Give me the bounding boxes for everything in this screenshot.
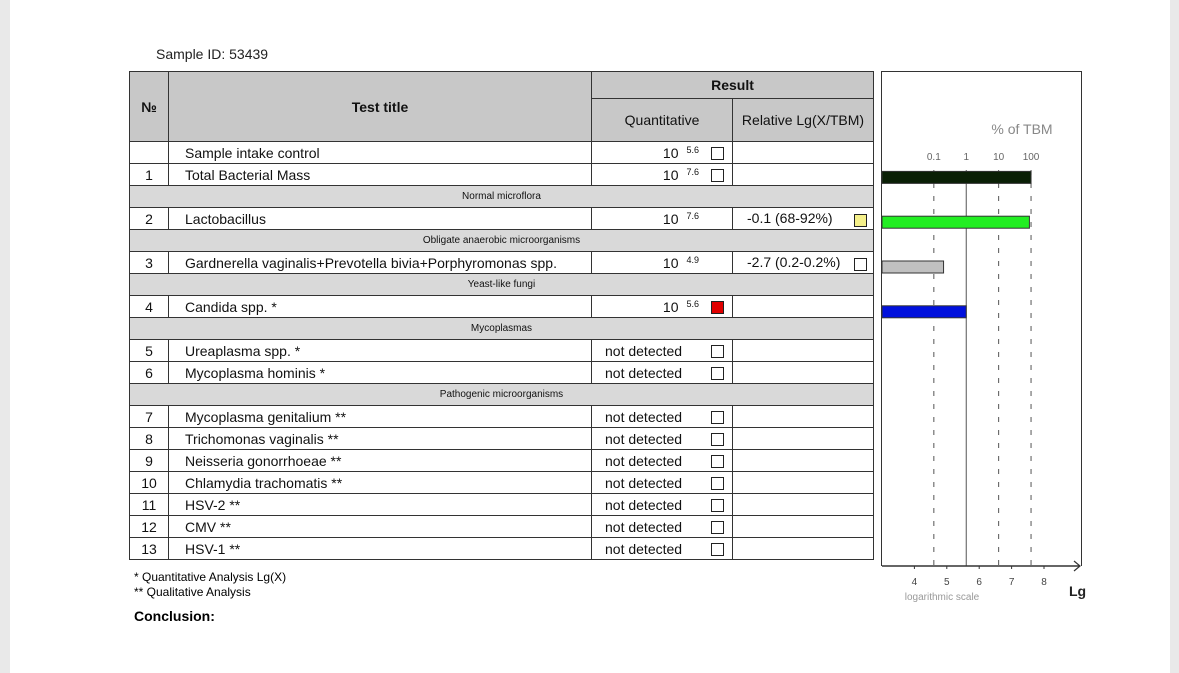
test-title: Total Bacterial Mass — [169, 164, 592, 186]
marker-box — [711, 433, 724, 446]
relative-cell — [733, 208, 874, 230]
quantitative-cell — [592, 208, 733, 230]
bar-lactobacillus — [882, 216, 1029, 228]
result-text: not detected — [605, 430, 683, 447]
header-result: Result — [592, 72, 874, 99]
relative-cell — [733, 450, 874, 472]
result-text: not detected — [605, 452, 683, 469]
marker-box — [711, 147, 724, 160]
table-row — [130, 164, 874, 186]
marker-box — [711, 367, 724, 380]
results-table — [129, 71, 874, 560]
bar-candida — [882, 306, 966, 318]
quantitative-cell — [592, 406, 733, 428]
relative-cell — [733, 142, 874, 164]
relative-cell — [733, 296, 874, 318]
tbm-chart — [881, 71, 1087, 603]
row-number: 11 — [130, 494, 169, 516]
relative-cell — [733, 164, 874, 186]
table-row — [130, 472, 874, 494]
marker-box — [711, 301, 724, 314]
result-text: not detected — [605, 518, 683, 535]
relative-cell — [733, 340, 874, 362]
row-number — [130, 142, 169, 164]
relative-cell — [733, 516, 874, 538]
row-number: 6 — [130, 362, 169, 384]
test-title: Gardnerella vaginalis+Prevotella bivia+Porphyromonas spp. — [169, 252, 592, 274]
x-tick-label: 7 — [1008, 577, 1015, 588]
marker-box — [711, 543, 724, 556]
x-tick-label: 4 — [911, 577, 918, 588]
value-base: 10 — [662, 254, 679, 271]
header-relative: Relative Lg(X/TBM) — [733, 99, 874, 142]
bar-total — [882, 171, 1031, 183]
marker-box — [711, 477, 724, 490]
result-text: not detected — [605, 408, 683, 425]
footnote-quantitative: * Quantitative Analysis Lg(X) — [134, 570, 287, 584]
value-base: 10 — [662, 298, 679, 315]
table-row — [130, 538, 874, 560]
marker-box — [711, 499, 724, 512]
section-row — [130, 318, 874, 340]
section-row — [130, 274, 874, 296]
test-title: Mycoplasma hominis * — [169, 362, 592, 384]
pct-tick-label: 1 — [963, 152, 970, 163]
value-base: 10 — [662, 210, 679, 227]
x-tick-label: 8 — [1041, 577, 1047, 588]
marker-box — [711, 521, 724, 534]
x-axis-sublabel: logarithmic scale — [904, 592, 980, 603]
section-title: Pathogenic microorganisms — [130, 384, 874, 406]
section-row — [130, 230, 874, 252]
row-number: 13 — [130, 538, 169, 560]
header-test-title: Test title — [169, 72, 592, 142]
section-title: Mycoplasmas — [130, 318, 874, 340]
section-title: Normal microflora — [130, 186, 874, 208]
test-title: Sample intake control — [169, 142, 592, 164]
marker-box — [711, 455, 724, 468]
chart-svg — [882, 72, 1087, 612]
result-text: not detected — [605, 474, 683, 491]
test-title: Candida spp. * — [169, 296, 592, 318]
quantitative-cell — [592, 494, 733, 516]
row-number: 8 — [130, 428, 169, 450]
row-number: 12 — [130, 516, 169, 538]
section-row — [130, 186, 874, 208]
quantitative-cell — [592, 340, 733, 362]
test-title: HSV-2 ** — [169, 494, 592, 516]
pct-tick-label: 100 — [1022, 152, 1040, 163]
row-number: 2 — [130, 208, 169, 230]
row-number: 1 — [130, 164, 169, 186]
section-title: Yeast-like fungi — [130, 274, 874, 296]
quantitative-cell — [592, 516, 733, 538]
row-number: 9 — [130, 450, 169, 472]
relative-cell — [733, 538, 874, 560]
value-exponent: 7.6 — [686, 210, 699, 221]
test-title: Ureaplasma spp. * — [169, 340, 592, 362]
table-row — [130, 362, 874, 384]
quantitative-cell — [592, 296, 733, 318]
result-text: not detected — [605, 342, 683, 359]
relative-marker-box — [854, 258, 867, 271]
table-row — [130, 428, 874, 450]
sample-id: Sample ID: 53439 — [156, 46, 269, 62]
test-title: CMV ** — [169, 516, 592, 538]
x-axis-label: Lg — [1069, 583, 1087, 599]
relative-cell — [733, 406, 874, 428]
result-text: not detected — [605, 540, 683, 557]
marker-box — [711, 345, 724, 358]
value-base: 10 — [662, 144, 679, 161]
table-row — [130, 296, 874, 318]
quantitative-cell — [592, 450, 733, 472]
relative-cell — [733, 362, 874, 384]
table-row — [130, 340, 874, 362]
footnote-qualitative: ** Qualitative Analysis — [134, 585, 251, 599]
test-title: Trichomonas vaginalis ** — [169, 428, 592, 450]
chart-title: % of TBM — [991, 121, 1053, 137]
relative-value: -0.1 (68-92%) — [747, 210, 833, 226]
pct-tick-label: 0.1 — [926, 152, 941, 163]
relative-cell — [733, 252, 874, 274]
test-title: HSV-1 ** — [169, 538, 592, 560]
marker-box — [711, 169, 724, 182]
table-row — [130, 406, 874, 428]
relative-value: -2.7 (0.2-0.2%) — [747, 254, 841, 270]
marker-box — [711, 411, 724, 424]
row-number: 5 — [130, 340, 169, 362]
quantitative-cell — [592, 428, 733, 450]
value-exponent: 7.6 — [686, 166, 699, 177]
x-tick-label: 5 — [944, 577, 950, 588]
table-row — [130, 208, 874, 230]
test-title: Neisseria gonorrhoeae ** — [169, 450, 592, 472]
x-tick-label: 6 — [976, 577, 982, 588]
result-text: not detected — [605, 496, 683, 513]
conclusion-label: Conclusion: — [134, 608, 215, 624]
quantitative-cell — [592, 164, 733, 186]
quantitative-cell — [592, 472, 733, 494]
test-title: Mycoplasma genitalium ** — [169, 406, 592, 428]
pct-tick-label: 10 — [993, 152, 1005, 163]
relative-cell — [733, 472, 874, 494]
value-exponent: 4.9 — [686, 254, 699, 265]
quantitative-cell — [592, 252, 733, 274]
quantitative-cell — [592, 142, 733, 164]
result-text: not detected — [605, 364, 683, 381]
row-number: 4 — [130, 296, 169, 318]
value-base: 10 — [662, 166, 679, 183]
test-title: Lactobacillus — [169, 208, 592, 230]
table-row — [130, 142, 874, 164]
table-row — [130, 252, 874, 274]
row-number: 7 — [130, 406, 169, 428]
header-quantitative: Quantitative — [592, 99, 733, 142]
table-row — [130, 450, 874, 472]
value-exponent: 5.6 — [686, 298, 699, 309]
section-title: Obligate anaerobic microorganisms — [130, 230, 874, 252]
relative-marker-box — [854, 214, 867, 227]
row-number: 3 — [130, 252, 169, 274]
row-number: 10 — [130, 472, 169, 494]
section-row — [130, 384, 874, 406]
test-title: Chlamydia trachomatis ** — [169, 472, 592, 494]
table-row — [130, 516, 874, 538]
quantitative-cell — [592, 538, 733, 560]
relative-cell — [733, 494, 874, 516]
value-exponent: 5.6 — [686, 144, 699, 155]
table-row — [130, 494, 874, 516]
bar-gardnerella — [882, 261, 944, 273]
quantitative-cell — [592, 362, 733, 384]
header-no: № — [130, 72, 169, 142]
relative-cell — [733, 428, 874, 450]
